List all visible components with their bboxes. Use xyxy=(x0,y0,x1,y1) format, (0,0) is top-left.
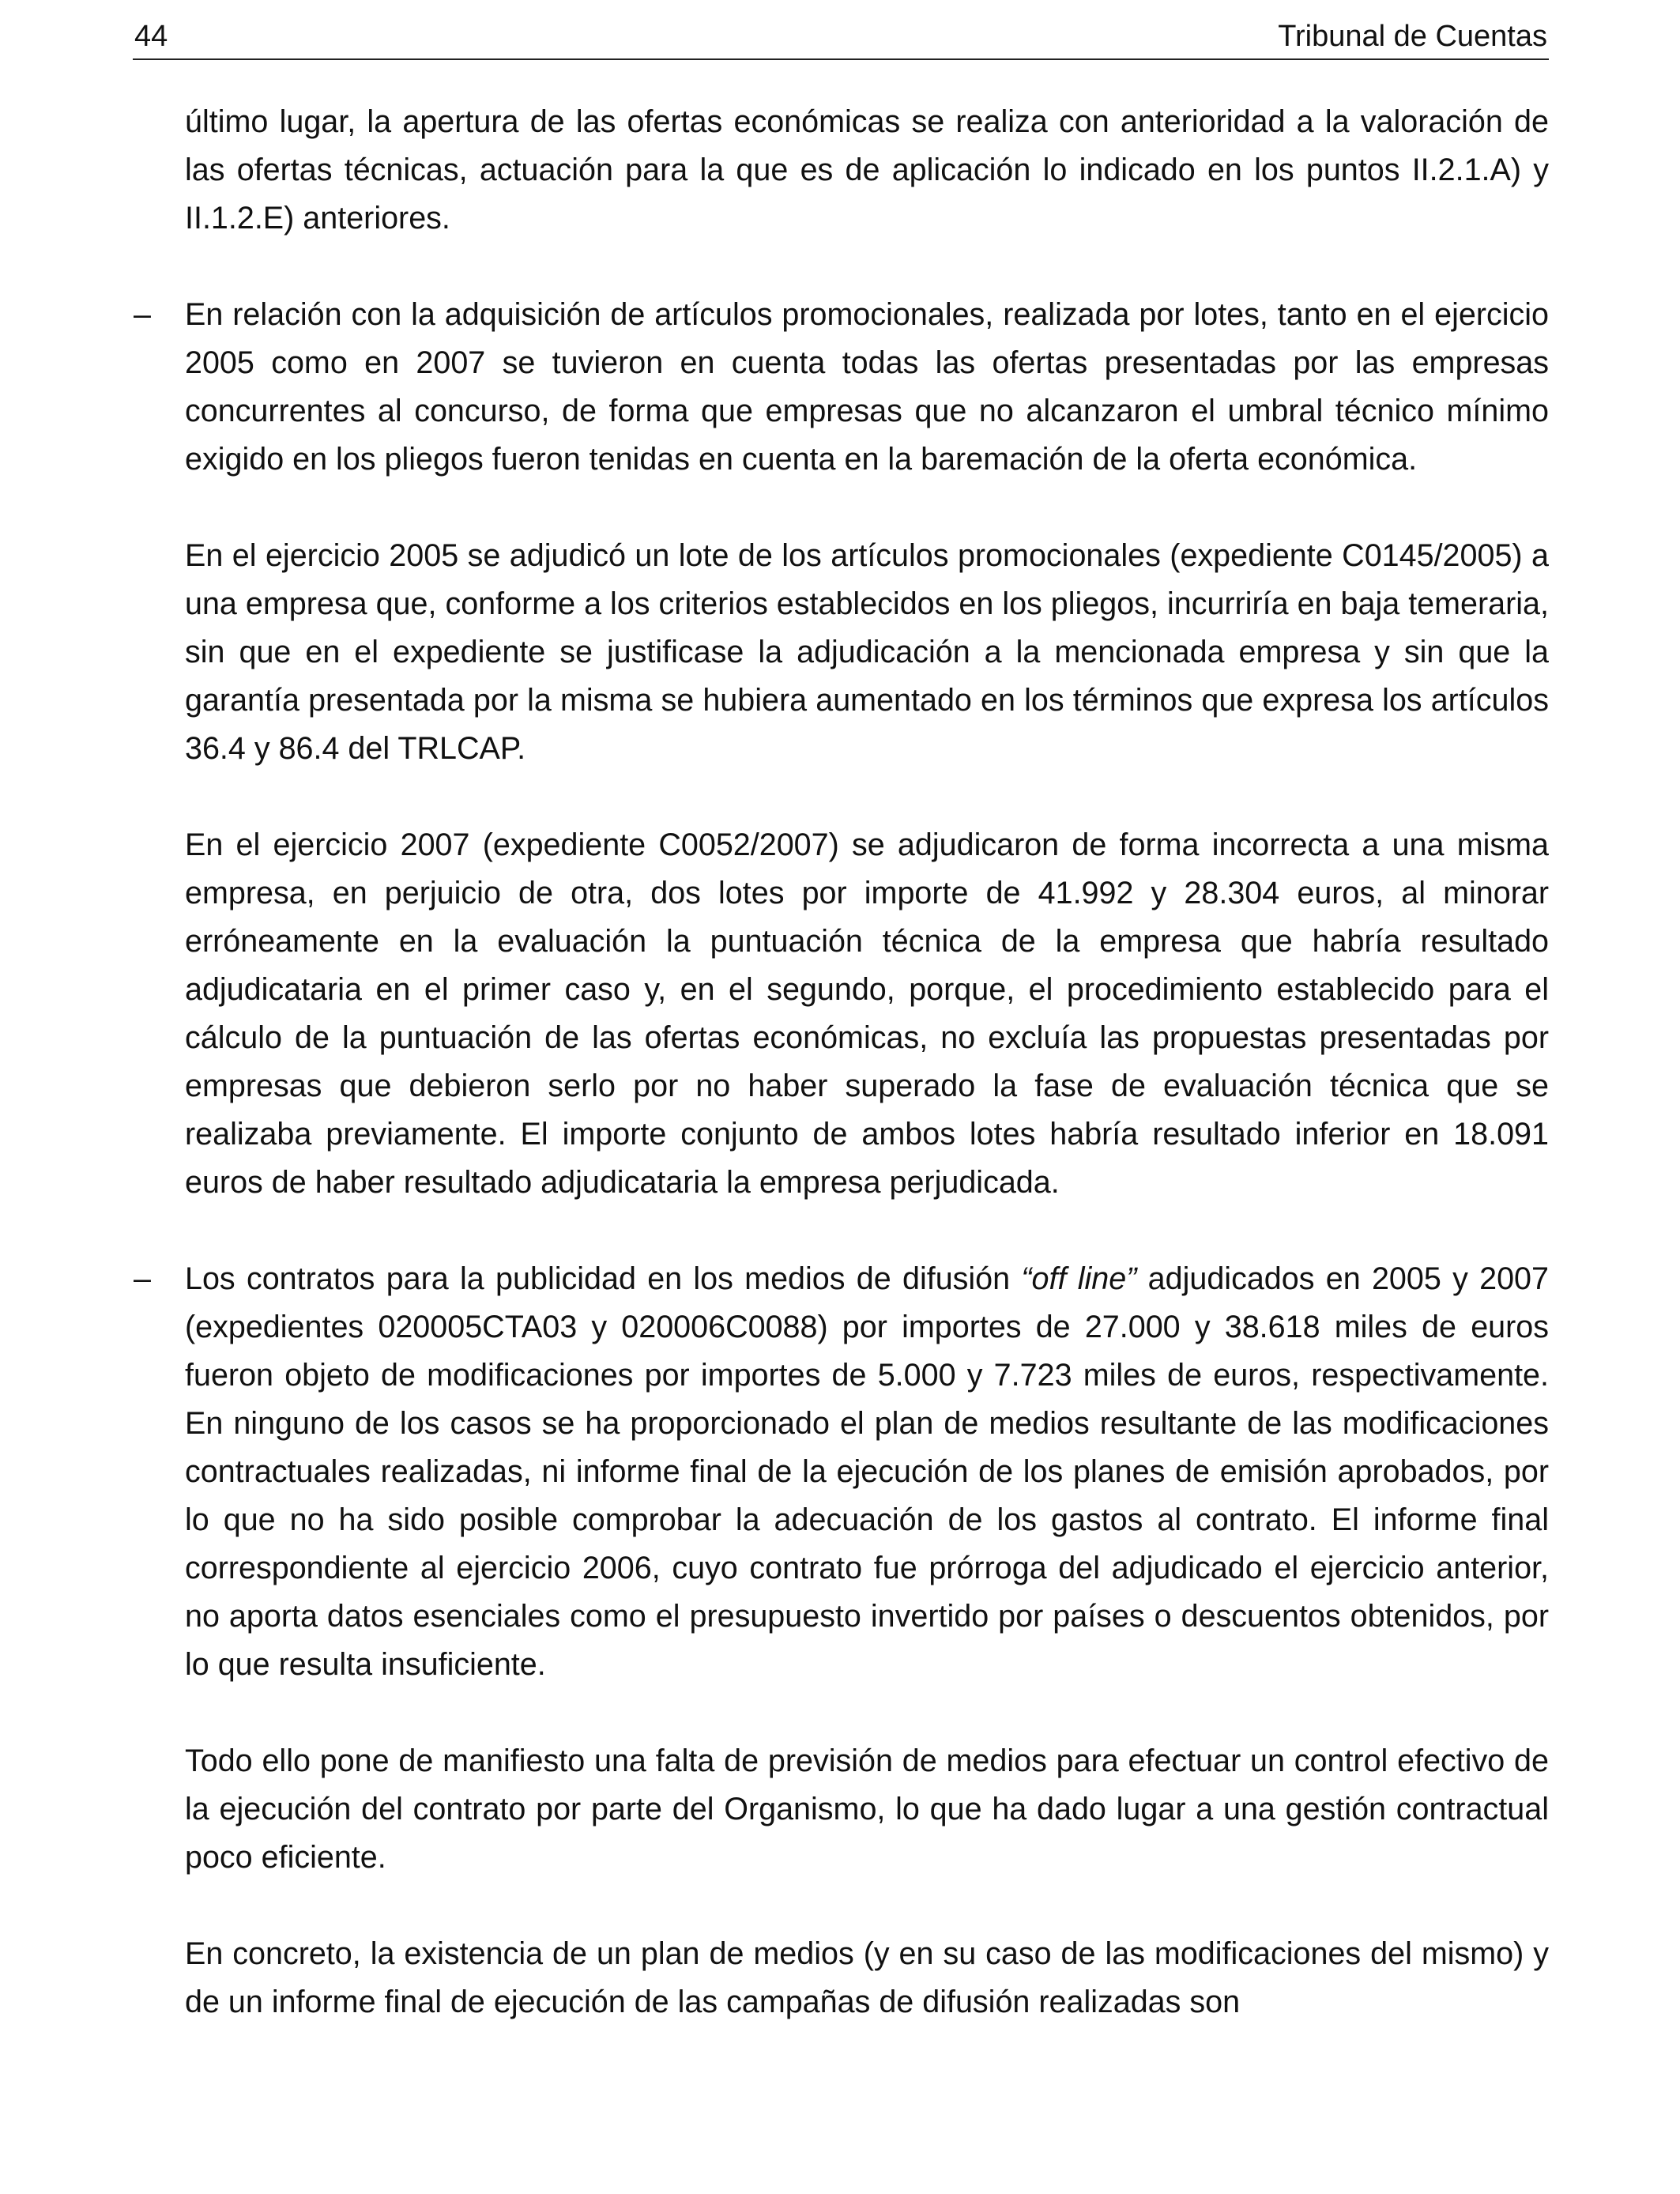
paragraph-text-end: adjudicados en 2005 y 2007 (expedientes 020005CTA03 y 020006C0088) por importes de 27.000 y 38.618 miles de euros fueron objeto de modificaciones por importes de 5.000 y 7.723 miles de euros, respectivamente. En ninguno de los casos se ha proporcionado el plan de medios resultante de las modificaciones contractuales realizadas, ni informe final de la ejecución de los planes de emisión aprobados, por lo que no ha sido posible comprobar la adecuación de los gastos al contrato. El informe final correspondiente al ejercicio 2006, cuyo contrato fue prórroga del adjudicado el ejercicio anterior, no aporta datos esenciales como el presupuesto invertido por países o descuentos obtenidos, por lo que resulta insuficiente. xyxy=(185,1261,1549,1682)
header-title: Tribunal de Cuentas xyxy=(1278,20,1547,53)
paragraph-promotional-articles: En relación con la adquisición de artículos promocionales, realizada por lotes, tanto en el ejercicio 2005 como en 2007 se tuvieron en cuenta todas las ofertas presentadas por las empresas concurrentes al concurso, de forma que empresas que no alcanzaron el umbral técnico mínimo exigido en los pliegos fueron tenidas en cuenta en la baremación de la oferta económica. xyxy=(185,297,1549,477)
paragraph-exercise-2007: En el ejercicio 2007 (expediente C0052/2007) se adjudicaron de forma incorrecta a una misma empresa, en perjuicio de otra, dos lotes por importe de 41.992 y 28.304 euros, al minorar erróneamente en la evaluación la puntuación técnica de la empresa que habría resultado adjudicataria en el primer caso y, en el segundo, porque, el procedimiento establecido para el cálculo de la puntuación de las ofertas económicas, no excluía las propuestas presentadas por empresas que debieron serlo por no haber superado la fase de evaluación técnica que se realizaba previamente. El importe conjunto de ambos lotes habría resultado inferior en 18.091 euros de haber resultado adjudicataria la empresa perjudicada. xyxy=(185,827,1549,1200)
bullet-dash: – xyxy=(134,297,151,332)
paragraph-media-plan: En concreto, la existencia de un plan de medios (y en su caso de las modificaciones del mismo) y de un informe final de ejecución de las campañas de difusión realizadas son xyxy=(185,1936,1549,2019)
bullet-item-advertising-contracts xyxy=(134,1255,1549,1689)
paragraph-exercise-2005: En el ejercicio 2005 se adjudicó un lote de los artículos promocionales (expediente C0145/2005) a una empresa que, conforme a los criterios establecidos en los pliegos, incurriría en baja temeraria, sin que en el expediente se justificase la adjudicación a la mencionada empresa y sin que la garantía presentada por la misma se hubiera aumentado en los términos que expresa los artículos 36.4 y 86.4 del TRLCAP. xyxy=(185,538,1549,766)
paragraph-text-start: Los contratos para la publicidad en los medios de difusión xyxy=(185,1261,1022,1296)
bullet-item-promotional-articles xyxy=(134,291,1549,484)
bullet-dash: – xyxy=(134,1261,151,1296)
document-body xyxy=(134,98,1549,2075)
paragraph-conclusion: Todo ello pone de manifiesto una falta de previsión de medios para efectuar un control efectivo de la ejecución del contrato por parte del Organismo, lo que ha dado lugar a una gestión contractual poco eficiente. xyxy=(185,1744,1549,1875)
paragraph-continuation: último lugar, la apertura de las ofertas económicas se realiza con anterioridad a la valoración de las ofertas técnicas, actuación para la que es de aplicación lo indicado en los puntos II.2.1.A) y II.1.2.E) anteriores. xyxy=(185,104,1549,236)
off-line-term: “off line” xyxy=(1021,1261,1137,1296)
paragraph-advertising-contracts xyxy=(185,1255,1549,1689)
page-header xyxy=(133,14,1549,60)
page-number: 44 xyxy=(134,20,168,53)
